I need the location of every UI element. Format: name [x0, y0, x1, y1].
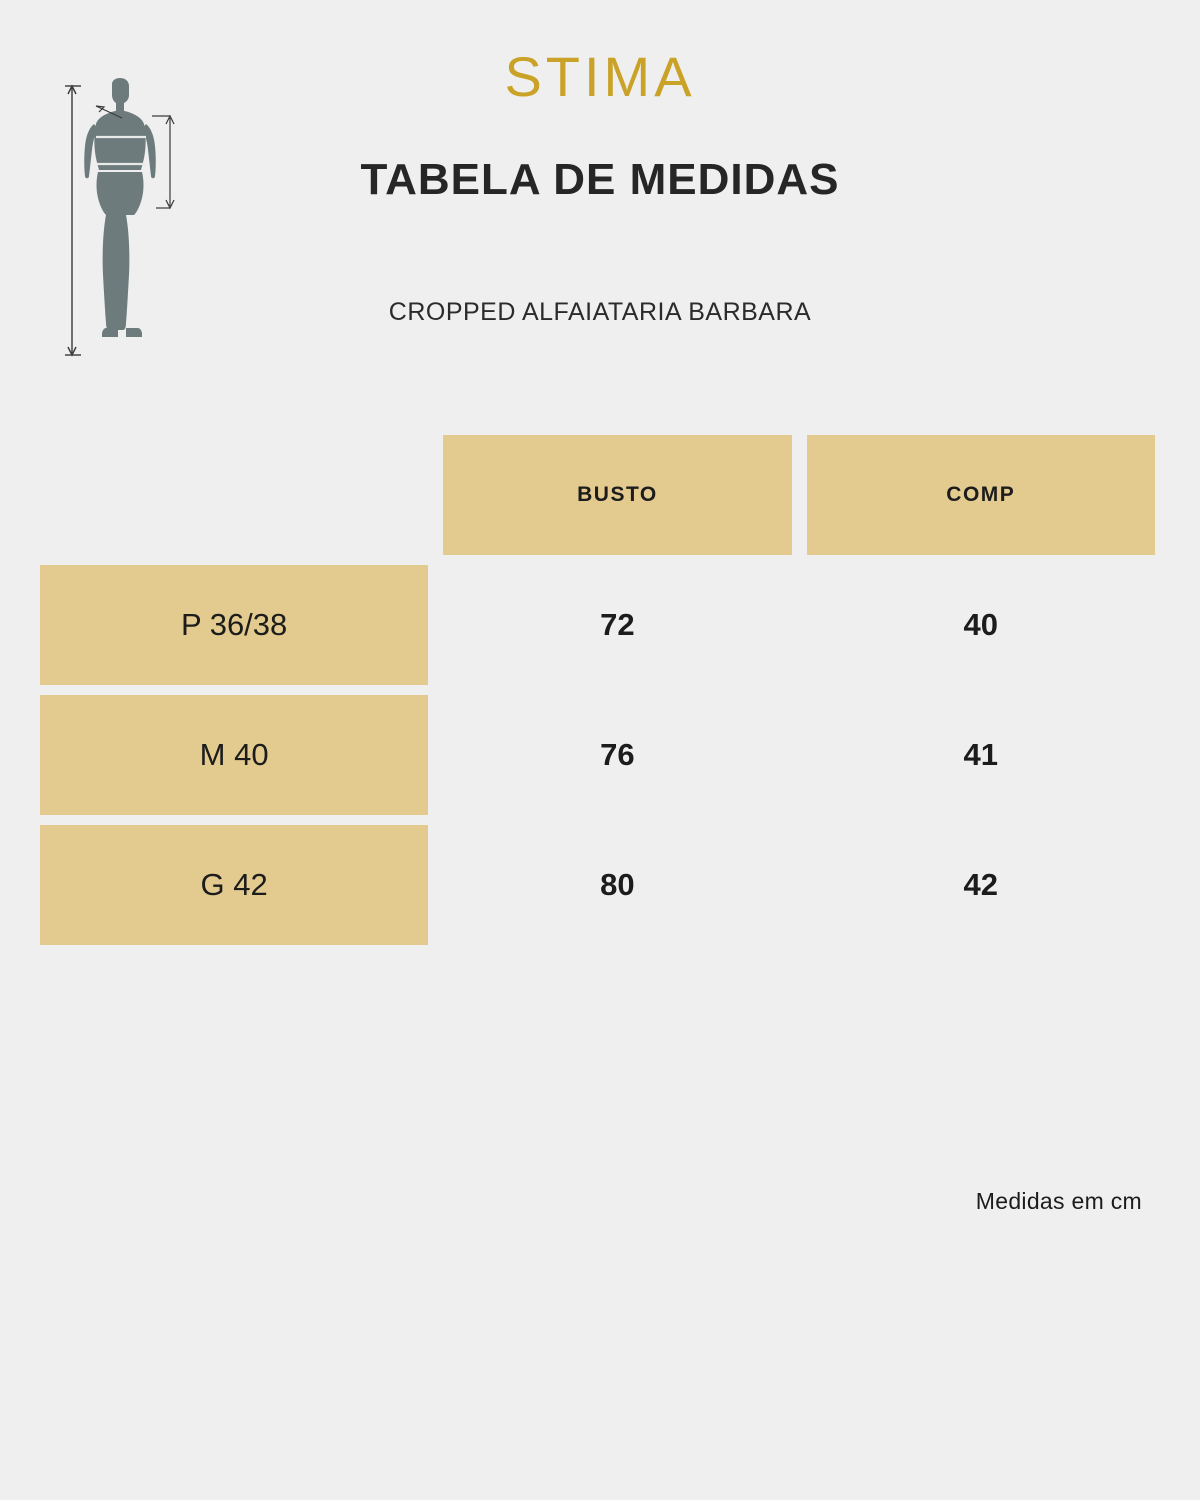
page-title: TABELA DE MEDIDAS: [360, 155, 840, 204]
cell-comp: 40: [963, 607, 999, 642]
table-row: [40, 565, 1155, 685]
column-gap: [428, 825, 443, 945]
header-cell-comp: COMP: [807, 435, 1155, 555]
column-gap: [792, 435, 807, 555]
brand-name: STIMA: [504, 45, 696, 108]
height-arrow-icon: [65, 86, 81, 355]
table-row: [40, 695, 1155, 815]
product-name: CROPPED ALFAIATARIA BARBARA: [388, 298, 812, 326]
measurements-table: [40, 435, 1155, 955]
column-gap: [792, 825, 807, 945]
column-gap: [792, 565, 807, 685]
female-body-measurement-figure: [60, 78, 190, 363]
cell-busto: 76: [600, 737, 635, 772]
cell-size: M 40: [40, 695, 428, 815]
unit-note: Medidas em cm: [975, 1188, 1142, 1214]
table-header-row: [40, 435, 1155, 555]
column-gap: [428, 435, 443, 555]
cell-busto: 80: [600, 867, 635, 902]
cell-size: P 36/38: [40, 565, 428, 685]
header-cell-size: [40, 435, 428, 555]
cell-busto: 72: [600, 607, 635, 642]
cell-comp: 41: [963, 737, 999, 772]
header-cell-busto: BUSTO: [443, 435, 791, 555]
cell-comp: 42: [963, 867, 999, 902]
column-gap: [792, 695, 807, 815]
column-gap: [428, 565, 443, 685]
cell-size: G 42: [40, 825, 428, 945]
column-gap: [428, 695, 443, 815]
table-row: [40, 825, 1155, 945]
